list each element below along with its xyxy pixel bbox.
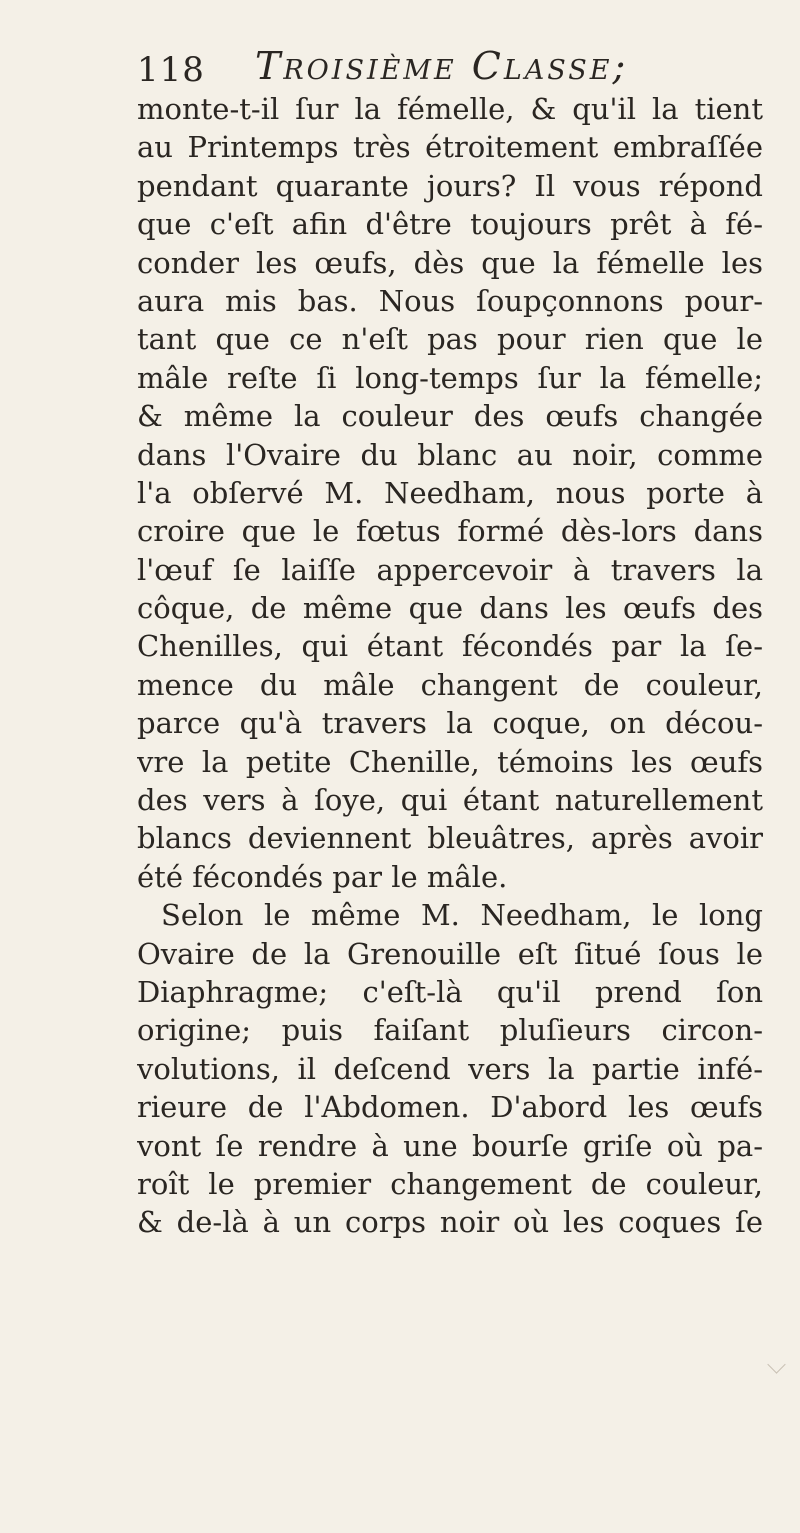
text-line: & de-là à un corps noir où les coques ſe <box>137 1205 763 1240</box>
paper-mark <box>767 1355 785 1373</box>
text-line: conder les œufs, dès que la fémelle les <box>137 245 763 280</box>
text-line: croire que le fœtus formé dès-lors dans <box>137 514 763 549</box>
text-line: Selon le même M. Needham, le long <box>161 898 763 933</box>
text-line: Ovaire de la Grenouille eſt ſitué ſous le <box>137 936 763 971</box>
text-line: rieure de l'Abdomen. D'abord les œufs <box>137 1090 763 1125</box>
text-line: côque, de même que dans les œufs des <box>137 591 763 626</box>
page-number: 118 <box>137 50 205 90</box>
text-line: mence du mâle changent de couleur, <box>137 667 763 702</box>
text-line: que c'eſt afin d'être toujours prêt à fé- <box>137 207 763 242</box>
text-line: des vers à ſoye, qui étant naturellement <box>137 783 763 818</box>
text-line: mâle reſte ſi long-temps ſur la fémelle; <box>137 360 763 395</box>
text-line: volutions, il deſcend vers la partie infé- <box>137 1051 763 1086</box>
body-text <box>137 90 763 1242</box>
text-line: tant que ce n'eſt pas pour rien que le <box>137 322 763 357</box>
text-line: & même la couleur des œufs changée <box>137 399 763 434</box>
text-line: Diaphragme; c'eſt-là qu'il prend ſon <box>137 974 763 1009</box>
text-line: blancs deviennent bleuâtres, après avoir <box>137 821 763 856</box>
text-line: dans l'Ovaire du blanc au noir, comme <box>137 437 763 472</box>
text-line: monte-t-il ſur la fémelle, & qu'il la tient <box>137 92 763 126</box>
text-line: Chenilles, qui étant fécondés par la ſe- <box>137 629 763 664</box>
text-line: vont ſe rendre à une bourſe griſe où pa- <box>137 1128 763 1163</box>
text-line: origine; puis faiſant pluſieurs circon- <box>137 1013 763 1048</box>
text-line: vre la petite Chenille, témoins les œufs <box>137 744 763 779</box>
text-line: au Printemps très étroitement embraſſée <box>137 130 763 165</box>
text-line: l'a obſervé M. Needham, nous porte à <box>137 475 763 510</box>
text-line: parce qu'à travers la coque, on décou- <box>137 706 763 741</box>
text-line: pendant quarante jours? Il vous répond <box>137 168 763 203</box>
text-line: roît le premier changement de couleur, <box>137 1166 763 1201</box>
running-title: Troisième Classe; <box>255 44 629 88</box>
text-line: l'œuf ſe laiſſe appercevoir à travers la <box>137 552 763 587</box>
text-line: été fécondés par le mâle. <box>137 859 508 894</box>
text-line: aura mis bas. Nous ſoupçonnons pour- <box>137 283 763 318</box>
